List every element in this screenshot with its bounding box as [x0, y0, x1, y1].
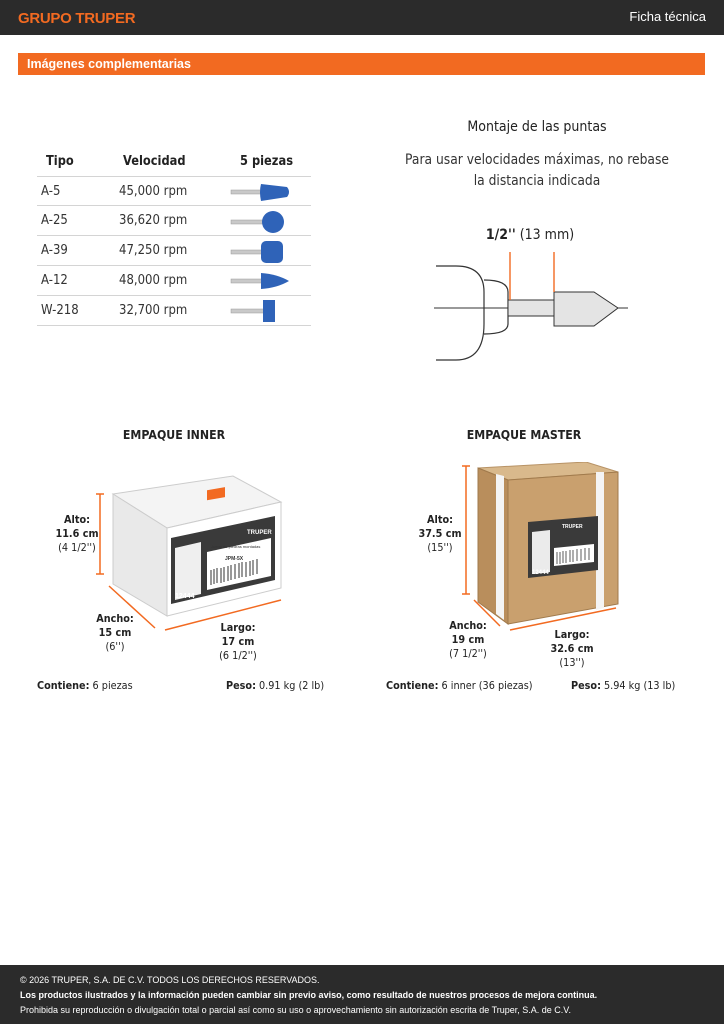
inner-alto	[42, 513, 112, 555]
ball-icon	[227, 208, 307, 238]
header-velocidad: Velocidad	[123, 154, 186, 169]
alto-label: Alto:	[427, 513, 453, 526]
master-ancho	[433, 619, 503, 661]
inner-box-desc: Juego de piedras montadas	[211, 544, 261, 549]
ancho-imperial: (6'')	[105, 640, 125, 653]
row-tipo: A-12	[41, 273, 68, 288]
row-velocidad: 47,250 rpm	[119, 243, 188, 258]
row-tipo: A-5	[41, 184, 61, 199]
alto-imperial: (4 1/2'')	[58, 541, 96, 554]
largo-value: 32.6 cm	[550, 642, 594, 655]
master-alto	[405, 513, 475, 555]
footer-legal: Prohibida su reproducción o divulgación total o parcial así como su uso o aprovechamiento sin autorización escrita de Truper, S.A. de C.V.	[20, 1005, 571, 1015]
alto-value: 37.5 cm	[418, 527, 462, 540]
row-tipo: A-25	[41, 213, 68, 228]
table-row	[37, 265, 311, 295]
master-box-illustration	[460, 462, 625, 637]
inner-box-code: 12444	[175, 593, 195, 600]
largo-imperial: (6 1/2'')	[219, 649, 257, 662]
table-row	[37, 176, 311, 206]
peso-label: Peso:	[571, 679, 601, 692]
inner-weight	[226, 679, 324, 692]
table-row	[37, 295, 311, 325]
largo-value: 17 cm	[221, 635, 255, 648]
cylinder-icon	[227, 238, 307, 268]
row-velocidad: 45,000 rpm	[119, 184, 188, 199]
contiene-value: 6 piezas	[89, 679, 133, 692]
mounting-instructions	[397, 150, 677, 192]
contiene-label: Contiene:	[37, 679, 90, 692]
footer-disclaimer: Los productos ilustrados y la información pueden cambiar sin previo aviso, como resultado de nuestros procesos de mejora continua.	[20, 990, 598, 1000]
dimension-mm: (13 mm)	[519, 227, 575, 243]
section-bar	[18, 53, 705, 75]
master-weight	[571, 679, 675, 692]
row-tipo: W-218	[41, 303, 79, 318]
row-velocidad: 48,000 rpm	[119, 273, 188, 288]
table-row	[37, 205, 311, 235]
mounting-line2: la distancia indicada	[473, 173, 601, 189]
tree-icon	[227, 268, 307, 294]
largo-imperial: (13'')	[559, 656, 585, 669]
master-contents	[386, 679, 533, 692]
table-divider	[37, 325, 311, 326]
alto-label: Alto:	[64, 513, 90, 526]
master-box-code: 12444	[532, 570, 549, 576]
cone-icon	[227, 179, 307, 205]
master-title: EMPAQUE MASTER	[466, 427, 582, 442]
row-velocidad: 36,620 rpm	[119, 213, 188, 228]
inner-contents	[37, 679, 133, 692]
top-bar	[0, 0, 724, 35]
header-piezas: 5 piezas	[240, 154, 294, 169]
document-type: Ficha técnica	[629, 9, 706, 24]
inner-ancho	[80, 612, 150, 654]
master-largo	[537, 628, 607, 670]
mounting-line1: Para usar velocidades máximas, no rebase	[405, 152, 669, 168]
ancho-label: Ancho:	[449, 619, 487, 632]
inner-box-brand: TRUPER	[247, 530, 272, 536]
peso-value: 0.91 kg (2 lb)	[255, 679, 325, 692]
mounting-title: Montaje de las puntas	[467, 119, 607, 135]
inner-largo	[203, 621, 273, 663]
alto-value: 11.6 cm	[55, 527, 99, 540]
mounting-dimension	[476, 227, 584, 243]
brand-logo: GRUPO TRUPER	[18, 10, 136, 27]
table-row	[37, 235, 311, 265]
square-icon	[227, 298, 307, 324]
contiene-label: Contiene:	[386, 679, 439, 692]
peso-value: 5.94 kg (13 lb)	[600, 679, 676, 692]
master-box-brand: TRUPER	[562, 524, 583, 530]
footer	[0, 965, 724, 1024]
ancho-label: Ancho:	[96, 612, 134, 625]
peso-label: Peso:	[226, 679, 256, 692]
ancho-imperial: (7 1/2'')	[449, 647, 487, 660]
section-title: Imágenes complementarias	[27, 57, 191, 71]
alto-imperial: (15'')	[427, 541, 453, 554]
contiene-value: 6 inner (36 piezas)	[438, 679, 533, 692]
dimension-inches: 1/2''	[485, 227, 516, 243]
row-velocidad: 32,700 rpm	[119, 303, 188, 318]
mounting-diagram	[430, 250, 630, 365]
ancho-value: 19 cm	[451, 633, 485, 646]
largo-label: Largo:	[220, 621, 256, 634]
footer-copyright: © 2026 TRUPER, S.A. DE C.V. TODOS LOS DERECHOS RESERVADOS.	[20, 975, 320, 985]
row-tipo: A-39	[41, 243, 68, 258]
inner-title: EMPAQUE INNER	[122, 427, 226, 442]
header-tipo: Tipo	[46, 154, 74, 169]
ancho-value: 15 cm	[98, 626, 132, 639]
inner-box-model: JPM-5X	[225, 556, 244, 562]
largo-label: Largo:	[554, 628, 590, 641]
